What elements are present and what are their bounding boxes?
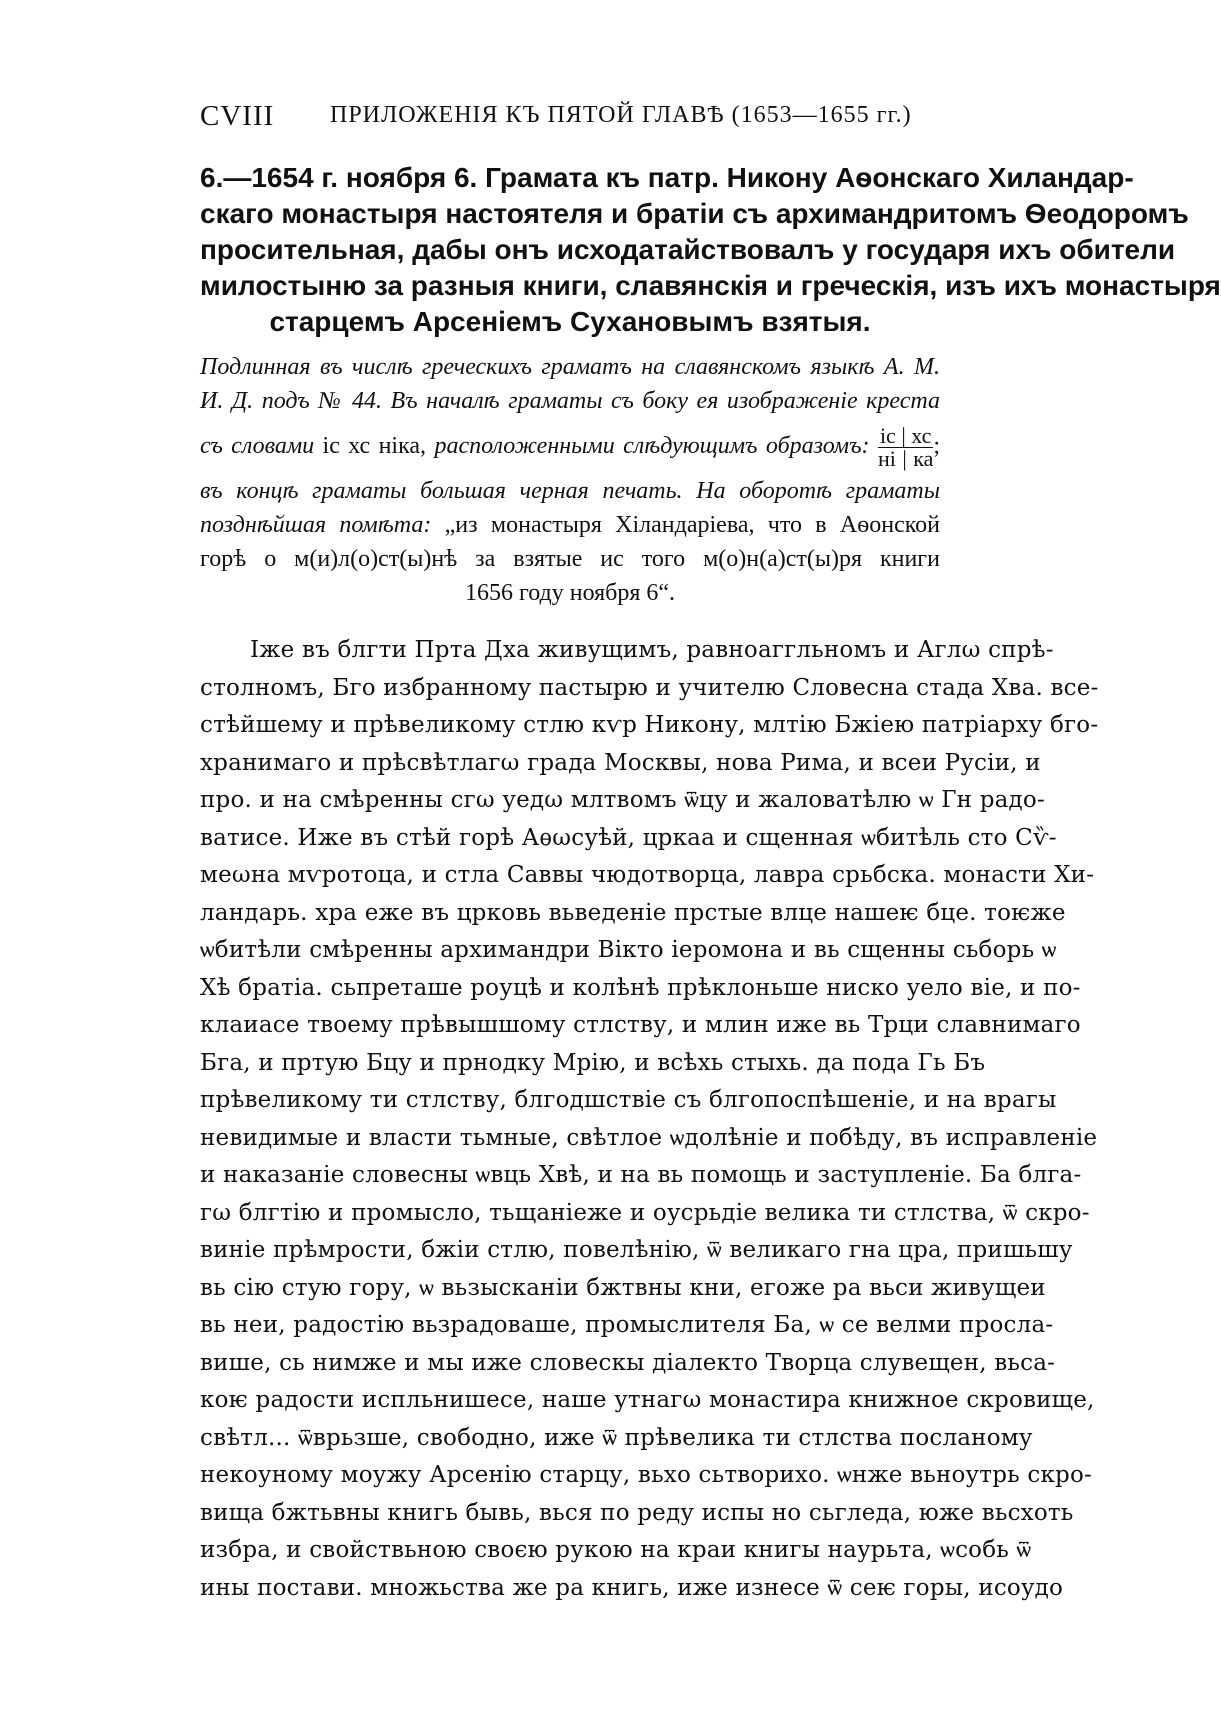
later-note: „из монастыря Хіландаріева, что в Аѳонской [444, 512, 941, 538]
cross-diagram-top: іс | хс [879, 422, 932, 448]
heading-line: старцемъ Арсеніемъ Сухановымъ взятыя. [269, 306, 871, 337]
heading-line: скаго монастыря настоятеля и братіи съ архимандритомъ Ѳеодоромъ [200, 198, 1189, 229]
text-line: хранимаго и прѣсвѣтлагω града Москвы, нова Рима, и всеи Русіи, и [200, 749, 1041, 776]
document-heading [200, 160, 1221, 340]
text-line: ины постави. множьства же ра книгь, иже изнесе ѿ сеѥ горы, исоудо [200, 1574, 1064, 1601]
running-title: ПРИЛОЖЕНІЯ КЪ ПЯТОЙ ГЛАВѢ (1653—1655 гг.) [330, 102, 912, 128]
heading-line: просительная, дабы онъ исходатайствовалъ у государя ихъ обители [200, 234, 1176, 265]
text-line: некоуному моужу Арсенію старцу, вьхо сьтворихо. ѡнже вьноутрь скро- [200, 1462, 1092, 1488]
text-line: меωна мѵротоца, и стла Саввы чюдотворца, лавра срьбска. монасти Хи- [200, 862, 1095, 888]
description-line: въ концѣ граматы большая черная печать. На оборотѣ граматы [200, 478, 940, 504]
text-line: ватисе. Иже въ стѣй горѣ Аѳωсуѣй, црκаа и сщенная ѡбитѣль сто Сѷ- [200, 824, 1057, 851]
description-fragment: позднѣйшая помѣта: [200, 512, 432, 538]
description-line: И. Д. подъ № 44. Въ началѣ граматы съ боку ея изображеніе креста [200, 388, 940, 414]
description-fragment: ; [933, 433, 941, 459]
running-head [200, 100, 940, 140]
text-line: невидимые и власти тьмные, свѣтлое ѡдолѣніе и побѣду, въ исправленіе [200, 1124, 1098, 1151]
text-line: вь неи, радостію вьзрадоваше, промыслителя Ба, ѡ се велми просла- [200, 1312, 1054, 1338]
church-slavonic-text [200, 632, 1099, 1607]
description-line: Подлинная въ числѣ греческихъ граматъ на славянскомъ языкѣ А. М. [200, 354, 940, 380]
text-line: про. и на смѣренны сгω уедω млтвомъ ѿцу и жаловатѣлю ѡ Гн радо- [200, 787, 1045, 813]
text-line: избра, и свойствьною своєю рукою на краи книгы наурьта, ѡсобь ѿ [200, 1537, 1032, 1563]
page-number: CVIII [200, 100, 275, 132]
description-line-with-cross [200, 418, 940, 474]
cross-diagram [877, 422, 934, 471]
cross-inscription: іс хс ніка, [322, 433, 427, 459]
description-line: 1656 году ноября 6“. [464, 580, 676, 606]
text-line: гω блгтію и промысло, тьщаніеже и оусрьдіе велика ти стлства, ѿ скро- [200, 1199, 1090, 1226]
text-line: Бга, и пртую Бцу и прнодку Мрію, и всѣхь стыхь. да пода Гь Бъ [200, 1049, 986, 1076]
text-line: више, сь нимже и мы иже словескы діалекто Творца слувещен, вьса- [200, 1349, 1056, 1376]
description-fragment: съ словами [200, 433, 315, 459]
text-line: виніе прѣмрости, бжіи стлю, повелѣнію, ѿ великаго гна цра, пришьшу [200, 1237, 1073, 1263]
description-line [200, 508, 940, 542]
cross-diagram-bottom: ні | ка [877, 445, 934, 471]
text-line: свѣтл... ѿврьзше, свободно, иже ѿ прѣвелика ти стлства посланому [200, 1424, 1033, 1451]
text-line: ѡбитѣли смѣренны архимандри Віκто іеромона и вь сщенны сьборь ѡ [200, 937, 1057, 963]
text-line: вища бжтьвны книгь бывь, вься по реду испы но сьгледа, юже вьсхоть [200, 1499, 1074, 1526]
text-line: прѣвелиκому ти стлству, блгодшствіе съ блгопоспѣшеніе, и на врагы [200, 1087, 1057, 1113]
text-line: Хѣ братіа. сьпреташе роуцѣ и колѣнѣ прѣклоньше ниско уело віе, и по- [200, 974, 1081, 1001]
text-line: ландарь. хра еже въ црковь вьведеніе прстые влце нашеѥ бце. тоѥже [200, 899, 1066, 926]
text-line: Іже въ блгти Прта Дха живущимъ, равноаггльномъ и Аглω спрѣ- [250, 637, 1054, 663]
text-line: клаиасе твоему прѣвышшому стлству, и млин иже вь Трци славнимаго [200, 1012, 1081, 1038]
text-line: столномъ, Бго избранному пастырю и учителю Словесна стада Хва. все- [200, 674, 1099, 701]
description-fragment: расположенными слѣдующимъ образомъ: [434, 433, 870, 459]
heading-line: милостыню за разныя книги, славянскія и греческія, изъ ихъ монастыря [200, 270, 1221, 301]
text-line: и наказаніе словесны ѡвць Хвѣ, и на вь помощь и заступленіе. Ба блга- [200, 1162, 1082, 1188]
text-line: вь сію стую гору, ѡ вьзысканіи бжтвны кни, егоже ра вьси живущеи [200, 1274, 1046, 1301]
archival-description [200, 350, 940, 610]
text-line: стѣйшему и прѣвеликому стлю кѵр Никону, млтію Бжіею патріарху бго- [200, 712, 1099, 738]
description-line: горѣ о м(и)л(о)ст(ы)нѣ за взятые ис того м(о)н(а)ст(ы)ря книги [200, 546, 940, 572]
text-line: коѥ радости испльнишесе, наше утнагω монастира книжное скровище, [200, 1387, 1095, 1413]
heading-line: 6.—1654 г. ноября 6. Грамата къ патр. Никону Аѳонскаго Хиландар- [200, 162, 1134, 193]
